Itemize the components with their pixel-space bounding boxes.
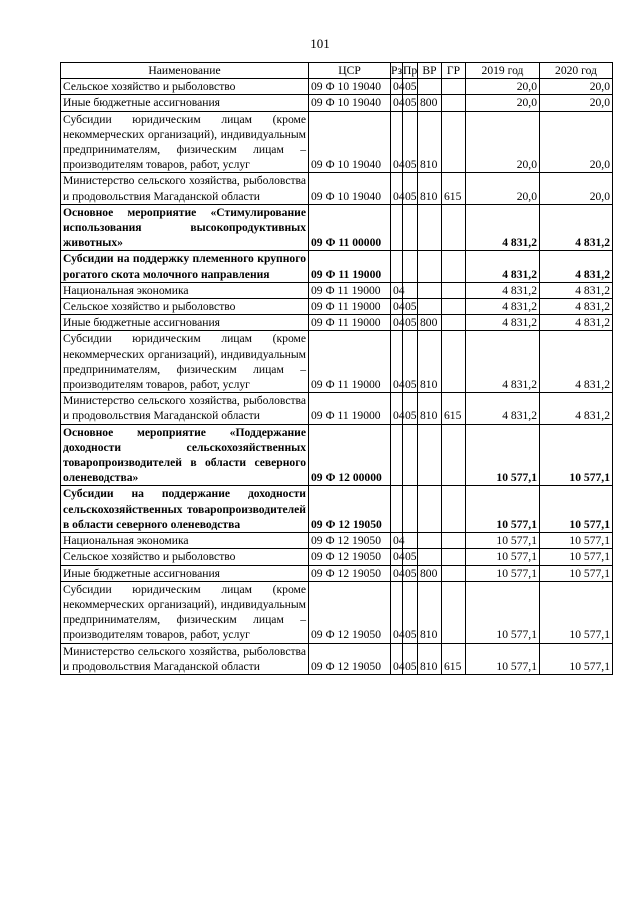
column-header-pr: Пр	[403, 64, 418, 77]
cell-vr	[418, 533, 442, 549]
cell-rz	[391, 204, 403, 251]
cell-2020: 10 577,1	[540, 581, 613, 643]
column-header-rz: Рз	[391, 64, 403, 77]
cell-csr: 09 Ф 12 19050	[309, 565, 391, 581]
cell-name: Сельское хозяйство и рыболовство	[61, 79, 309, 95]
cell-name: Субсидии на поддержание доходности сельскохозяйственных товаропроизводителей в области северного оленеводства	[61, 486, 309, 533]
cell-rz: 04	[391, 95, 403, 111]
column-header-2019: 2019 год	[466, 63, 540, 79]
cell-gr	[442, 79, 466, 95]
cell-name: Основное мероприятие «Стимулирование использования высокопродуктивных животных»	[61, 204, 309, 251]
cell-2019: 10 577,1	[466, 424, 540, 486]
cell-2019: 10 577,1	[466, 565, 540, 581]
cell-gr: 615	[442, 393, 466, 424]
cell-rz: 04	[391, 549, 403, 565]
cell-name: Министерство сельского хозяйства, рыболовства и продовольствия Магаданской области	[61, 173, 309, 204]
cell-vr	[418, 424, 442, 486]
cell-name: Субсидии на поддержку племенного крупного рогатого скота молочного направления	[61, 251, 309, 282]
cell-vr: 810	[418, 581, 442, 643]
cell-pr: 05	[403, 79, 418, 95]
table-header-row	[61, 63, 613, 79]
cell-gr	[442, 331, 466, 393]
table-row	[61, 173, 613, 204]
cell-rz: 04	[391, 111, 403, 173]
cell-rz: 04	[391, 533, 403, 549]
cell-pr: 05	[403, 173, 418, 204]
cell-gr	[442, 95, 466, 111]
cell-csr: 09 Ф 10 19040	[309, 173, 391, 204]
cell-name: Иные бюджетные ассигнования	[61, 315, 309, 331]
cell-pr: 05	[403, 581, 418, 643]
cell-rz: 04	[391, 282, 403, 298]
column-header-name: Наименование	[61, 63, 309, 79]
cell-gr: 615	[442, 643, 466, 674]
cell-pr: 05	[403, 315, 418, 331]
cell-gr	[442, 486, 466, 533]
cell-pr: 05	[403, 565, 418, 581]
page-number: 101	[310, 36, 330, 51]
cell-pr	[403, 424, 418, 486]
cell-csr: 09 Ф 12 19050	[309, 486, 391, 533]
cell-csr: 09 Ф 11 19000	[309, 315, 391, 331]
cell-2020: 10 577,1	[540, 549, 613, 565]
cell-2019: 20,0	[466, 173, 540, 204]
table-row	[61, 331, 613, 393]
column-header-gr: ГР	[442, 63, 466, 79]
cell-2019: 4 831,2	[466, 282, 540, 298]
cell-csr: 09 Ф 11 00000	[309, 204, 391, 251]
cell-gr	[442, 299, 466, 315]
cell-pr	[403, 486, 418, 533]
table-row	[61, 111, 613, 173]
table-row	[61, 315, 613, 331]
cell-2019: 10 577,1	[466, 643, 540, 674]
cell-vr	[418, 79, 442, 95]
cell-csr: 09 Ф 12 19050	[309, 643, 391, 674]
cell-rz: 04	[391, 173, 403, 204]
cell-2020: 10 577,1	[540, 643, 613, 674]
budget-table	[60, 62, 613, 675]
table-row	[61, 79, 613, 95]
column-header-2020: 2020 год	[540, 63, 613, 79]
table-row	[61, 299, 613, 315]
cell-name: Иные бюджетные ассигнования	[61, 95, 309, 111]
cell-csr: 09 Ф 10 19040	[309, 111, 391, 173]
cell-vr	[418, 204, 442, 251]
cell-vr: 810	[418, 643, 442, 674]
cell-2020: 10 577,1	[540, 424, 613, 486]
cell-gr: 615	[442, 173, 466, 204]
cell-2019: 10 577,1	[466, 581, 540, 643]
table-row	[61, 549, 613, 565]
cell-2020: 4 831,2	[540, 204, 613, 251]
cell-pr	[403, 204, 418, 251]
cell-2019: 4 831,2	[466, 393, 540, 424]
cell-vr: 800	[418, 95, 442, 111]
cell-2020: 4 831,2	[540, 315, 613, 331]
cell-gr	[442, 549, 466, 565]
cell-vr	[418, 549, 442, 565]
cell-name: Национальная экономика	[61, 282, 309, 298]
cell-2019: 10 577,1	[466, 549, 540, 565]
cell-rz: 04	[391, 331, 403, 393]
cell-rz: 04	[391, 643, 403, 674]
cell-gr	[442, 315, 466, 331]
cell-vr	[418, 486, 442, 533]
cell-rz: 04	[391, 79, 403, 95]
cell-gr	[442, 111, 466, 173]
cell-name: Министерство сельского хозяйства, рыболовства и продовольствия Магаданской области	[61, 643, 309, 674]
table-row	[61, 533, 613, 549]
cell-rz: 04	[391, 581, 403, 643]
cell-rz	[391, 251, 403, 282]
cell-gr	[442, 204, 466, 251]
cell-csr: 09 Ф 11 19000	[309, 282, 391, 298]
column-header-vr: ВР	[418, 63, 442, 79]
cell-vr: 810	[418, 331, 442, 393]
cell-name: Субсидии юридическим лицам (кроме некоммерческих организаций), индивидуальным предпринимателям, физическим лицам – производителям товаров, работ, услуг	[61, 331, 309, 393]
cell-vr: 810	[418, 173, 442, 204]
cell-name: Субсидии юридическим лицам (кроме некоммерческих организаций), индивидуальным предпринимателям, физическим лицам – производителям товаров, работ, услуг	[61, 581, 309, 643]
cell-csr: 09 Ф 12 19050	[309, 533, 391, 549]
cell-pr: 05	[403, 95, 418, 111]
cell-gr	[442, 424, 466, 486]
cell-name: Сельское хозяйство и рыболовство	[61, 549, 309, 565]
cell-vr	[418, 299, 442, 315]
table-row	[61, 204, 613, 251]
cell-2020: 4 831,2	[540, 282, 613, 298]
cell-2020: 4 831,2	[540, 393, 613, 424]
cell-rz: 04	[391, 299, 403, 315]
cell-csr: 09 Ф 12 19050	[309, 549, 391, 565]
cell-pr: 05	[403, 643, 418, 674]
table-row	[61, 581, 613, 643]
cell-2020: 20,0	[540, 173, 613, 204]
cell-2019: 20,0	[466, 111, 540, 173]
cell-2019: 4 831,2	[466, 251, 540, 282]
cell-2020: 4 831,2	[540, 251, 613, 282]
table-row	[61, 282, 613, 298]
table-row	[61, 393, 613, 424]
cell-gr	[442, 282, 466, 298]
cell-gr	[442, 565, 466, 581]
cell-2019: 4 831,2	[466, 204, 540, 251]
cell-csr: 09 Ф 10 19040	[309, 95, 391, 111]
cell-name: Иные бюджетные ассигнования	[61, 565, 309, 581]
cell-vr: 810	[418, 393, 442, 424]
cell-csr: 09 Ф 11 19000	[309, 251, 391, 282]
cell-gr	[442, 533, 466, 549]
cell-2020: 4 831,2	[540, 299, 613, 315]
table-row	[61, 643, 613, 674]
cell-2020: 4 831,2	[540, 331, 613, 393]
cell-rz: 04	[391, 565, 403, 581]
table-row	[61, 424, 613, 486]
cell-2020: 20,0	[540, 95, 613, 111]
cell-2020: 20,0	[540, 79, 613, 95]
cell-gr	[442, 581, 466, 643]
cell-vr	[418, 282, 442, 298]
cell-vr: 810	[418, 111, 442, 173]
cell-csr: 09 Ф 10 19040	[309, 79, 391, 95]
cell-csr: 09 Ф 12 19050	[309, 581, 391, 643]
cell-2019: 20,0	[466, 79, 540, 95]
table-row	[61, 95, 613, 111]
cell-csr: 09 Ф 11 19000	[309, 393, 391, 424]
cell-gr	[442, 251, 466, 282]
column-header-csr: ЦСР	[309, 63, 391, 79]
cell-csr: 09 Ф 11 19000	[309, 331, 391, 393]
cell-vr: 800	[418, 565, 442, 581]
cell-csr: 09 Ф 11 19000	[309, 299, 391, 315]
cell-pr: 05	[403, 393, 418, 424]
cell-pr: 05	[403, 331, 418, 393]
cell-rz: 04	[391, 315, 403, 331]
cell-pr	[403, 251, 418, 282]
cell-2019: 4 831,2	[466, 299, 540, 315]
cell-pr: 05	[403, 111, 418, 173]
cell-2019: 10 577,1	[466, 486, 540, 533]
cell-pr: 05	[403, 299, 418, 315]
cell-2019: 10 577,1	[466, 533, 540, 549]
cell-2019: 4 831,2	[466, 315, 540, 331]
cell-pr: 05	[403, 549, 418, 565]
cell-2020: 10 577,1	[540, 486, 613, 533]
cell-vr	[418, 251, 442, 282]
table-row	[61, 486, 613, 533]
table-row	[61, 251, 613, 282]
cell-2019: 4 831,2	[466, 331, 540, 393]
cell-name: Субсидии юридическим лицам (кроме некоммерческих организаций), индивидуальным предпринимателям, физическим лицам – производителям товаров, работ, услуг	[61, 111, 309, 173]
cell-2019: 20,0	[466, 95, 540, 111]
cell-name: Национальная экономика	[61, 533, 309, 549]
cell-2020: 20,0	[540, 111, 613, 173]
cell-vr: 800	[418, 315, 442, 331]
cell-rz	[391, 424, 403, 486]
cell-csr: 09 Ф 12 00000	[309, 424, 391, 486]
cell-name: Министерство сельского хозяйства, рыболовства и продовольствия Магаданской области	[61, 393, 309, 424]
cell-name: Сельское хозяйство и рыболовство	[61, 299, 309, 315]
cell-2020: 10 577,1	[540, 565, 613, 581]
cell-rz: 04	[391, 393, 403, 424]
cell-2020: 10 577,1	[540, 533, 613, 549]
cell-name: Основное мероприятие «Поддержание доходности сельскохозяйственных товаропроизводителей в области северного оленеводства»	[61, 424, 309, 486]
table-row	[61, 565, 613, 581]
cell-rz	[391, 486, 403, 533]
